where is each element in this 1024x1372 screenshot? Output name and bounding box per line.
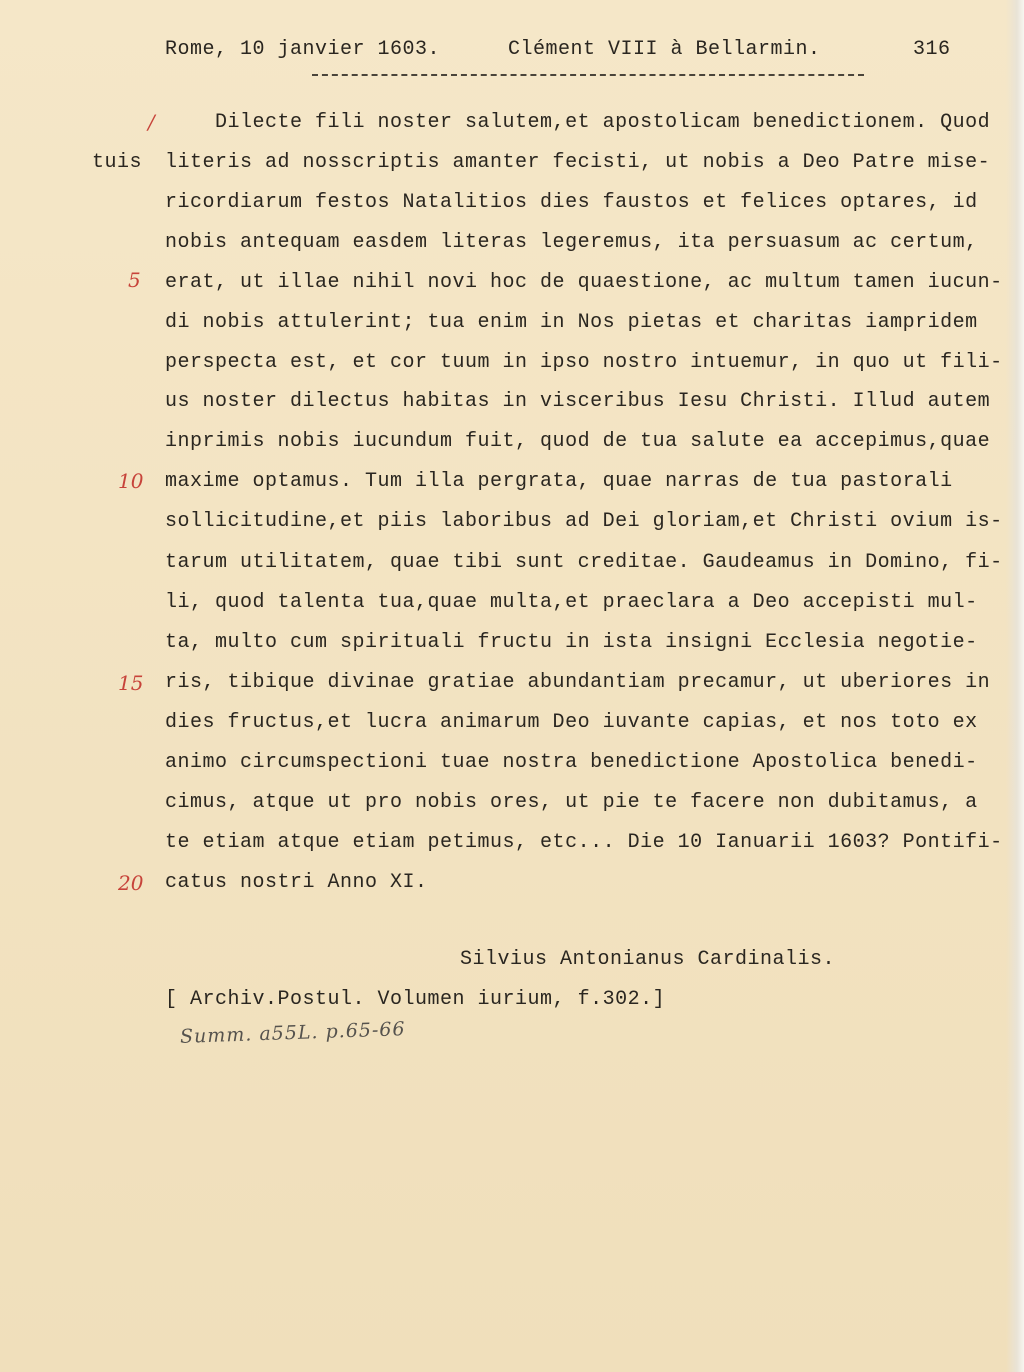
margin-word: tuis — [92, 151, 143, 174]
archive-reference: [ Archiv.Postul. Volumen iurium, f.302.] — [165, 988, 666, 1011]
body-line: maxime optamus. Tum illa pergrata, quae narras de tua pastorali — [165, 470, 953, 493]
body-line: nobis antequam easdem literas legeremus, ita persuasum ac certum, — [165, 231, 978, 254]
body-line: di nobis attulerint; tua enim in Nos pietas et charitas iampridem — [165, 311, 978, 334]
handwritten-note: Summ. a55L. p.65-66 — [179, 1018, 406, 1048]
body-line: tarum utilitatem, quae tibi sunt creditae. Gaudeamus in Domino, fi- — [165, 551, 1003, 574]
line-number-marker: 10 — [118, 469, 144, 493]
line-number-marker: 15 — [118, 671, 144, 695]
body-line: li, quod talenta tua,quae multa,et praeclara a Deo accepisti mul- — [165, 591, 978, 614]
body-line: catus nostri Anno XI. — [165, 871, 428, 894]
body-line: literis ad nosscriptis amanter fecisti, ut nobis a Deo Patre mise- — [165, 151, 991, 174]
body-line: ris, tibique divinae gratiae abundantiam precamur, ut uberiores in — [165, 671, 991, 694]
signature: Silvius Antonianus Cardinalis. — [460, 948, 836, 971]
line-number-marker: 5 — [128, 268, 141, 292]
page-header — [165, 38, 965, 68]
body-line: animo circumspectioni tuae nostra benedictione Apostolica benedi- — [165, 751, 978, 774]
header-title: Clément VIII à Bellarmin. — [508, 38, 821, 61]
body-line: perspecta est, et cor tuum in ipso nostro intuemur, in quo ut fili- — [165, 351, 1003, 374]
body-line: cimus, atque ut pro nobis ores, ut pie te facere non dubitamus, a — [165, 791, 978, 814]
body-line: us noster dilectus habitas in visceribus Iesu Christi. Illud autem — [165, 390, 991, 413]
line-number-marker: / — [148, 110, 155, 134]
page-edge — [1006, 0, 1024, 1372]
body-line: Dilecte fili noster salutem,et apostolicam benedictionem. Quod — [165, 111, 991, 134]
body-line: te etiam atque etiam petimus, etc... Die 10 Ianuarii 1603? Pontifi- — [165, 831, 1003, 854]
header-place-date: Rome, 10 janvier 1603. — [165, 38, 441, 61]
header-rule — [312, 74, 864, 76]
page-number: 316 — [913, 38, 951, 61]
body-line: dies fructus,et lucra animarum Deo iuvante capias, et nos toto ex — [165, 711, 978, 734]
line-number-marker: 20 — [118, 871, 144, 895]
body-line: erat, ut illae nihil novi hoc de quaestione, ac multum tamen iucun- — [165, 271, 1003, 294]
body-line: sollicitudine,et piis laboribus ad Dei gloriam,et Christi ovium is- — [165, 510, 1003, 533]
body-line: ricordiarum festos Natalitios dies faustos et felices optares, id — [165, 191, 978, 214]
body-line: inprimis nobis iucundum fuit, quod de tua salute ea accepimus,quae — [165, 430, 991, 453]
body-line: ta, multo cum spirituali fructu in ista insigni Ecclesia negotie- — [165, 631, 978, 654]
